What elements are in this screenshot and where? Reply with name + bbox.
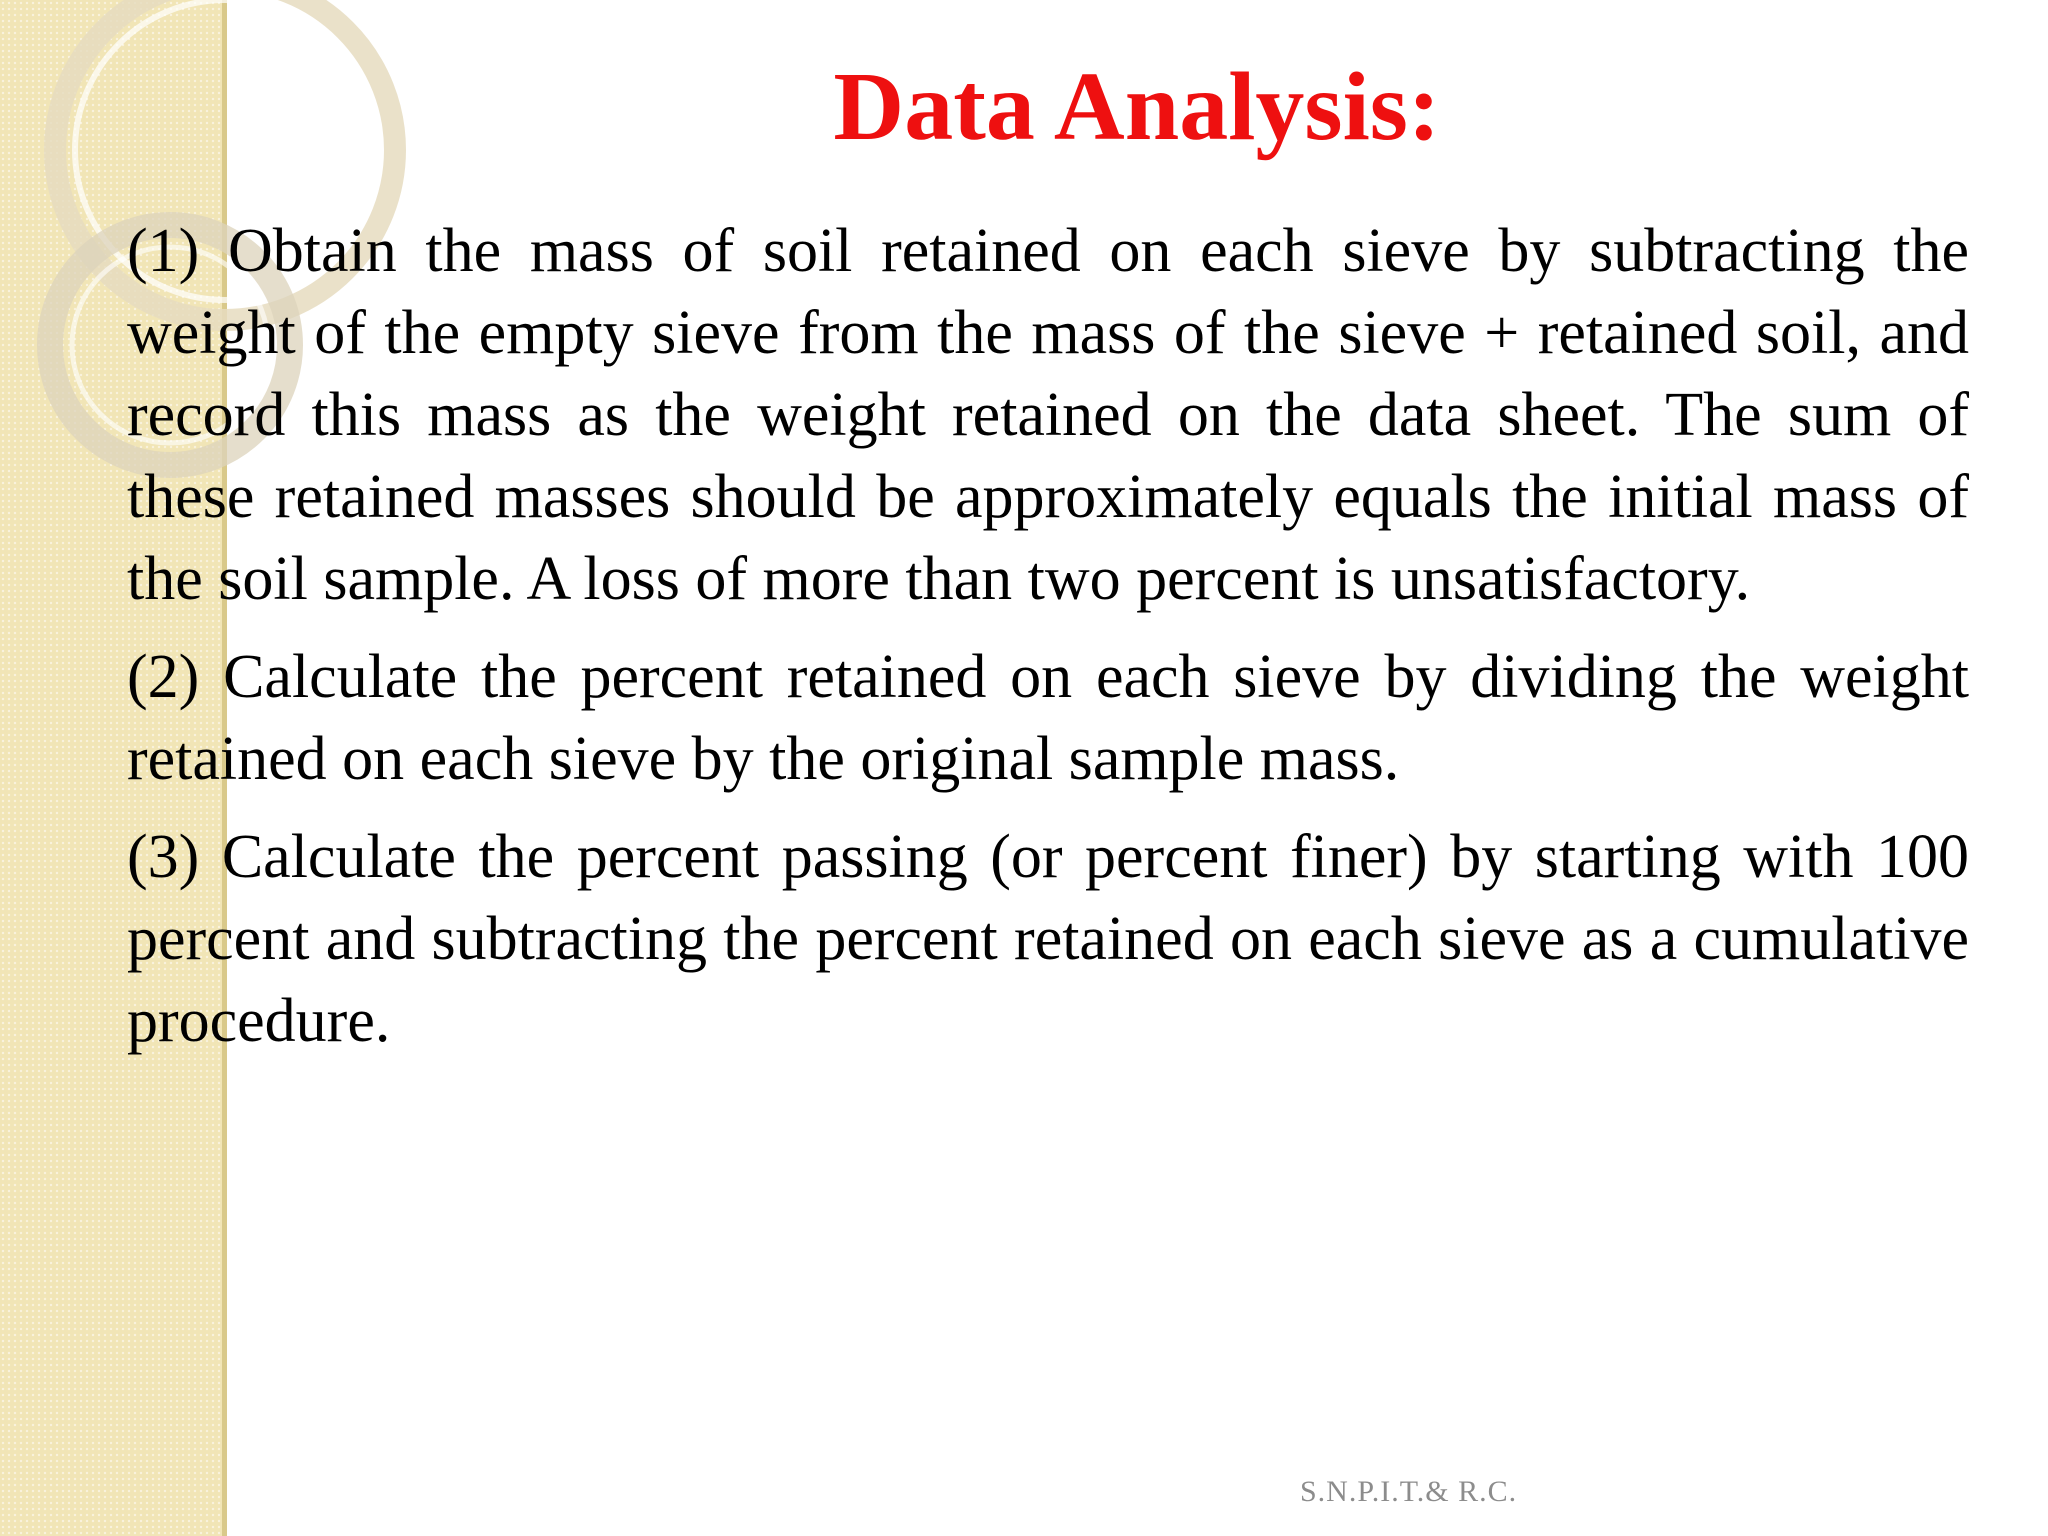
slide-title: Data Analysis: [833, 53, 1441, 161]
slide-body [127, 210, 1969, 1078]
paragraph-step-3: (3) Calculate the percent passing (or percent finer) by starting with 100 percent and subtracting the percent retained on each sieve as a cumulative procedure. [127, 823, 1969, 1055]
paragraph-step-1: (1) Obtain the mass of soil retained on each sieve by subtracting the weight of the empty sieve from the mass of the sieve + retained soil, and record this mass as the weight retained on the data sheet. The sum of these retained masses should be approximately equals the initial mass of the soil sample. A loss of more than two percent is unsatisfactory. [127, 217, 1969, 613]
paragraph-step-2: (2) Calculate the percent retained on each sieve by dividing the weight retained on each sieve by the original sample mass. [127, 643, 1969, 793]
slide-footer: S.N.P.I.T.& R.C. [1300, 1475, 1518, 1508]
